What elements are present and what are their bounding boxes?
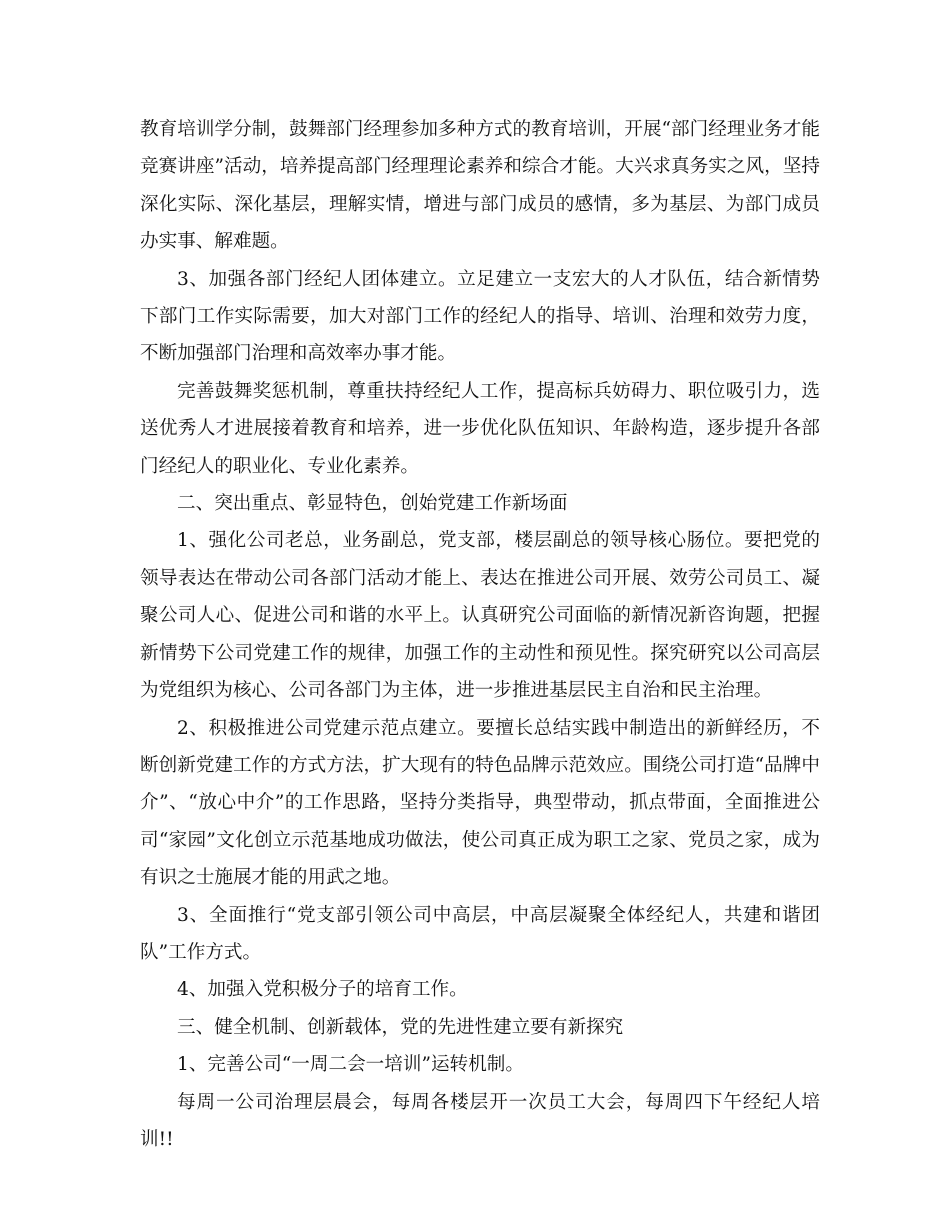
paragraph-8: 4、加强入党积极分子的培育工作。 — [177, 979, 468, 1001]
paragraph-7: 3、全面推行“党支部引领公司中高层，中高层凝聚全体经纪人，共建和谐团队”工作方式。 — [140, 904, 820, 963]
paragraph-6: 2、积极推进公司党建示范点建立。要擅长总结实践中制造出的新鲜经历，不断创新党建工作的方式方法，扩大现有的特色品牌示范效应。围绕公司打造“品牌中介”、“放心中介”的工作思路，坚持分类指导，典型带动，抓点带面，全面推进公司“家园”文化创立示范基地成功做法，使公司真正成为职工之家、党员之家，成为有识之士施展才能的用武之地。 — [140, 717, 820, 889]
paragraph-2: 3、加强各部门经纪人团体建立。立足建立一支宏大的人才队伍，结合新情势下部门工作实际需要，加大对部门工作的经纪人的指导、培训、治理和效劳力度，不断加强部门治理和高效率办事才能。 — [140, 268, 820, 365]
paragraph-10: 1、完善公司“一周二会一培训”运转机制。 — [177, 1054, 524, 1076]
paragraph-5: 1、强化公司老总，业务副总，党支部，楼层副总的领导核心肠位。要把党的领导表达在带动公司各部门活动才能上、表达在推进公司开展、效劳公司员工、凝聚公司人心、促进公司和谐的水平上。认真研究公司面临的新情况新咨询题，把握新情势下公司党建工作的规律，加强工作的主动性和预见性。探究研究以公司高层为党组织为核心、公司各部门为主体，进一步推进基层民主自治和民主治理。 — [140, 530, 820, 702]
paragraph-3: 完善鼓舞奖惩机制，尊重扶持经纪人工作，提高标兵妨碍力、职位吸引力，选送优秀人才进展接着教育和培养，进一步优化队伍知识、年龄构造，逐步提升各部门经纪人的职业化、专业化素养。 — [140, 380, 820, 477]
paragraph-11: 每周一公司治理层晨会，每周各楼层开一次员工大会，每周四下午经纪人培训!! — [140, 1091, 820, 1150]
section-heading-2: 二、突出重点、彰显特色，创始党建工作新场面 — [177, 493, 568, 515]
paragraph-1: 教育培训学分制，鼓舞部门经理参加多种方式的教育培训，开展“部门经理业务才能竞赛讲座”活动，培养提高部门经理理论素养和综合才能。大兴求真务实之风，坚持深化实际、深化基层，理解实情，增进与部门成员的感情，多为基层、为部门成员办实事、解难题。 — [140, 119, 820, 253]
document-body — [140, 111, 820, 1158]
section-heading-3: 三、健全机制、创新载体，党的先进性建立要有新探究 — [177, 1016, 624, 1038]
